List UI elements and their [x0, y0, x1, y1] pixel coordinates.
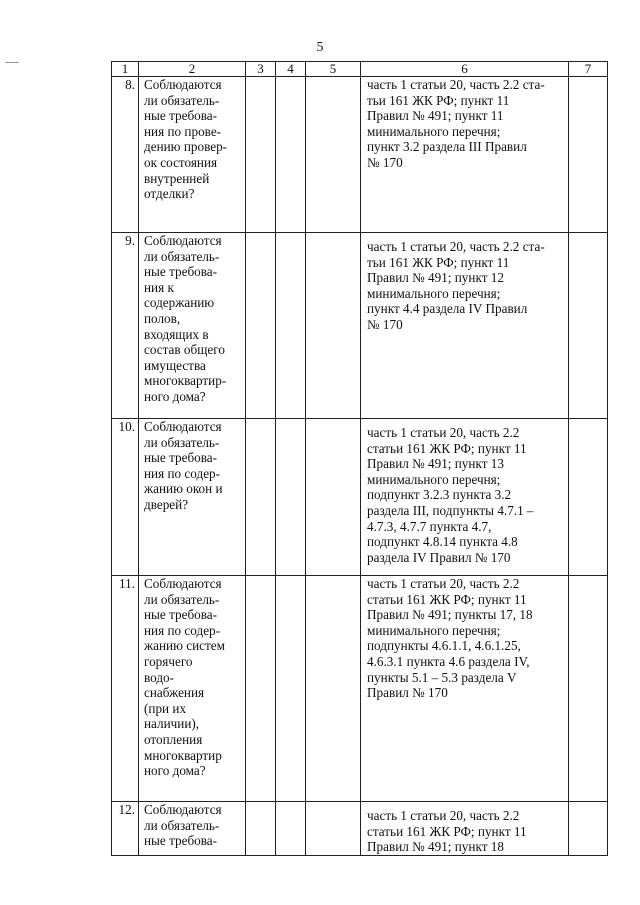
question-cell — [139, 419, 246, 576]
empty-cell-col-5 — [306, 77, 361, 233]
reference-line: 4.7.3, 4.7.7 пункта 4.7, — [367, 518, 492, 534]
reference-line: Правил № 491; пункты 17, 18 — [367, 607, 533, 623]
reference-line: часть 1 статьи 20, часть 2.2 — [367, 425, 520, 440]
question-line: горячего — [144, 653, 193, 669]
question-line: ные требова- — [144, 833, 218, 849]
checklist-table — [111, 61, 608, 856]
question-line: жанию систем — [144, 638, 225, 654]
question-line: ные требова- — [144, 450, 218, 466]
table-row — [112, 233, 608, 419]
reference-line: Правил № 491; пункт 18 — [367, 839, 504, 855]
question-line: входящих в — [144, 326, 209, 342]
question-line: Соблюдаются — [144, 77, 222, 92]
header-col-7: 7 — [569, 62, 608, 77]
empty-cell-col-4 — [276, 233, 306, 419]
reference-line: подпункты 4.6.1.1, 4.6.1.25, — [367, 638, 521, 654]
question-line: внутренней — [144, 170, 210, 186]
legal-references-cell — [361, 576, 569, 802]
empty-cell-col-3 — [246, 802, 276, 856]
reference-line: раздела III, подпункты 4.7.1 – — [367, 502, 534, 518]
header-row — [112, 62, 608, 77]
reference-line: подпункт 3.2.3 пункта 3.2 — [367, 487, 512, 503]
reference-line: Правил № 491; пункт 11 — [367, 108, 504, 124]
table-row — [112, 419, 608, 576]
header-col-2: 2 — [139, 62, 246, 77]
question-line: Соблюдаются — [144, 419, 222, 434]
reference-line: минимального перечня; — [367, 622, 501, 638]
question-line: ок состояния — [144, 154, 218, 170]
reference-line: часть 1 статьи 20, часть 2.2 — [367, 576, 520, 591]
question-line: ния по содер- — [144, 465, 221, 481]
question-line: жанию окон и — [144, 481, 223, 497]
reference-line: часть 1 статьи 20, часть 2.2 ста- — [367, 239, 545, 254]
reference-line: пункт 4.4 раздела IV Правил — [367, 301, 528, 317]
row-number: 10. — [112, 419, 139, 576]
question-line: ния по содер- — [144, 622, 221, 638]
question-line: содержанию — [144, 295, 215, 311]
question-line: ного дома? — [144, 763, 206, 779]
reference-line: 4.6.3.1 пункта 4.6 раздела IV, — [367, 653, 530, 669]
empty-cell-col-3 — [246, 77, 276, 233]
table-row — [112, 576, 608, 802]
row-number: 12. — [112, 802, 139, 856]
question-line: Соблюдаются — [144, 802, 222, 817]
question-line: многоквартир- — [144, 373, 227, 389]
row-number: 8. — [112, 77, 139, 233]
question-line: ные требова- — [144, 607, 218, 623]
question-line: ния по прове- — [144, 123, 222, 139]
legal-references-cell — [361, 802, 569, 856]
table-row — [112, 802, 608, 856]
question-line: Соблюдаются — [144, 576, 222, 591]
reference-line: пункт 3.2 раздела III Правил — [367, 139, 527, 155]
question-line: ли обязатель- — [144, 817, 220, 833]
question-line: полов, — [144, 310, 181, 326]
question-line: дению провер- — [144, 139, 228, 155]
question-line: ного дома? — [144, 388, 206, 404]
reference-line: статьи 161 ЖК РФ; пункт 11 — [367, 823, 527, 839]
question-cell — [139, 576, 246, 802]
empty-cell-col-5 — [306, 419, 361, 576]
reference-line: статьи 161 ЖК РФ; пункт 11 — [367, 440, 527, 456]
reference-line: пункты 5.1 – 5.3 раздела V — [367, 669, 517, 685]
question-line: ния к — [144, 279, 174, 295]
reference-line: подпункт 4.8.14 пункта 4.8 — [367, 534, 518, 550]
question-line: имущества — [144, 357, 206, 373]
header-col-6: 6 — [361, 62, 569, 77]
reference-line: часть 1 статьи 20, часть 2.2 — [367, 808, 520, 823]
header-col-3: 3 — [246, 62, 276, 77]
legal-references-cell — [361, 77, 569, 233]
reference-line: тьи 161 ЖК РФ; пункт 11 — [367, 254, 510, 270]
reference-line: Правил № 170 — [367, 685, 448, 701]
legal-references-cell — [361, 419, 569, 576]
header-col-5: 5 — [306, 62, 361, 77]
row-number: 9. — [112, 233, 139, 419]
question-line: ные требова- — [144, 108, 218, 124]
empty-cell-col-4 — [276, 802, 306, 856]
question-line: дверей? — [144, 496, 189, 512]
question-line: состав общего — [144, 342, 225, 358]
question-cell — [139, 802, 246, 856]
empty-cell-col-5 — [306, 576, 361, 802]
question-line: (при их — [144, 700, 187, 716]
empty-cell-col-3 — [246, 576, 276, 802]
reference-line: Правил № 491; пункт 13 — [367, 456, 504, 472]
table-row — [112, 77, 608, 233]
empty-cell-col-5 — [306, 233, 361, 419]
question-line: снабжения — [144, 685, 205, 701]
legal-references-cell — [361, 233, 569, 419]
question-line: отделки? — [144, 186, 195, 202]
question-line: водо- — [144, 669, 175, 685]
empty-cell-col-7 — [569, 576, 608, 802]
reference-line: № 170 — [367, 154, 403, 170]
question-line: отопления — [144, 731, 203, 747]
empty-cell-col-3 — [246, 233, 276, 419]
reference-line: № 170 — [367, 316, 403, 332]
empty-cell-col-7 — [569, 802, 608, 856]
reference-line: Правил № 491; пункт 12 — [367, 270, 504, 286]
question-cell — [139, 77, 246, 233]
question-line: наличии), — [144, 716, 200, 732]
question-line: Соблюдаются — [144, 233, 222, 248]
reference-line: часть 1 статьи 20, часть 2.2 ста- — [367, 77, 545, 92]
reference-line: статьи 161 ЖК РФ; пункт 11 — [367, 591, 527, 607]
question-cell — [139, 233, 246, 419]
row-number: 11. — [112, 576, 139, 802]
reference-line: раздела IV Правил № 170 — [367, 549, 511, 565]
question-line: ли обязатель- — [144, 591, 220, 607]
empty-cell-col-4 — [276, 576, 306, 802]
empty-cell-col-4 — [276, 419, 306, 576]
question-line: ли обязатель- — [144, 92, 220, 108]
empty-cell-col-7 — [569, 233, 608, 419]
question-line: ные требова- — [144, 264, 218, 280]
reference-line: минимального перечня; — [367, 471, 501, 487]
reference-line: минимального перечня; — [367, 123, 501, 139]
reference-line: тьи 161 ЖК РФ; пункт 11 — [367, 92, 510, 108]
empty-cell-col-4 — [276, 77, 306, 233]
empty-cell-col-5 — [306, 802, 361, 856]
header-col-4: 4 — [276, 62, 306, 77]
question-line: ли обязатель- — [144, 248, 220, 264]
margin-mark — [5, 62, 19, 63]
empty-cell-col-7 — [569, 419, 608, 576]
header-col-1: 1 — [112, 62, 139, 77]
empty-cell-col-3 — [246, 419, 276, 576]
reference-line: минимального перечня; — [367, 285, 501, 301]
question-line: ли обязатель- — [144, 434, 220, 450]
empty-cell-col-7 — [569, 77, 608, 233]
page-number: 5 — [316, 40, 324, 55]
question-line: многоквартир — [144, 747, 222, 763]
